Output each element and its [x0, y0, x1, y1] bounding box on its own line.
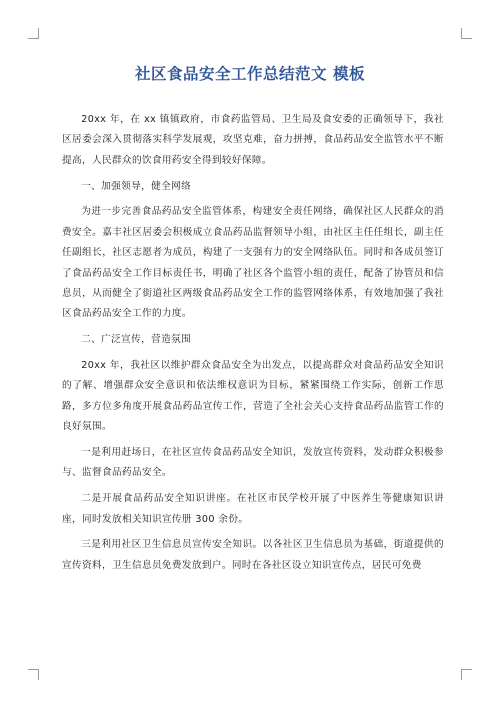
intro-paragraph: 20xx 年，在 xx 镇镇政府，市食药监管局、卫生局及食安委的正确领导下，我社区居委会深入贯彻落实科学发展观，攻坚克难，奋力拼搏，食品药品安全监管水平不断提高，人民群众的饮食用药安全得到较好保障。	[62, 114, 444, 166]
item-2-paragraph: 二是开展食品药品安全知识讲座。在社区市民学校开展了中医养生等健康知识讲座，同时发放相关知识宣传册 300 余份。	[62, 493, 444, 525]
section-heading-1: 一、加强领导，健全网络	[81, 180, 192, 192]
item-1-paragraph: 一是利用赶场日，在社区宣传食品药品安全知识，发放宣传资料，发动群众积极参与、监督食品药品安全。	[62, 447, 444, 479]
crop-mark-top-right	[461, 28, 472, 39]
crop-mark-bottom-right	[461, 669, 472, 680]
section-1-paragraph: 为进一步完善食品药品安全监管体系，构建安全责任网络，确保社区人民群众的消费安全。嘉丰社区居委会积极成立食品药品监督领导小组，由社区主任任组长，副主任任副组长，社区志愿者为成员，构建了一支强有力的安全网络队伍。同时和各成员签订了食品药品安全工作目标责任书，明确了社区各个监管小组的责任，配备了协管员和信息员，从而健全了街道社区两级食品药品安全工作的监管网络体系，有效地加强了我社区食品药品安全工作的力度。	[62, 206, 444, 320]
section-heading-2: 二、广泛宣传，营造氛围	[81, 334, 192, 346]
section-2-paragraph: 20xx 年，我社区以维护群众食品安全为出发点，以提高群众对食品药品安全知识的了解、增强群众安全意识和依法维权意识为目标，紧紧围绕工作实际，创新工作思路，多方位多角度开展食品药品宣传工作，营造了全社会关心支持食品药品监管工作的良好氛围。	[62, 360, 444, 433]
document-body	[62, 110, 444, 582]
document-title: 社区食品安全工作总结范文 模板	[135, 65, 365, 83]
item-3-paragraph: 三是利用社区卫生信息员宣传安全知识。以各社区卫生信息员为基础，街道提供的宣传资料，卫生信息员免费发放到户。同时在各社区设立知识宣传点，居民可免费	[62, 539, 444, 571]
crop-mark-top-left	[28, 28, 39, 39]
crop-mark-bottom-left	[28, 669, 39, 680]
